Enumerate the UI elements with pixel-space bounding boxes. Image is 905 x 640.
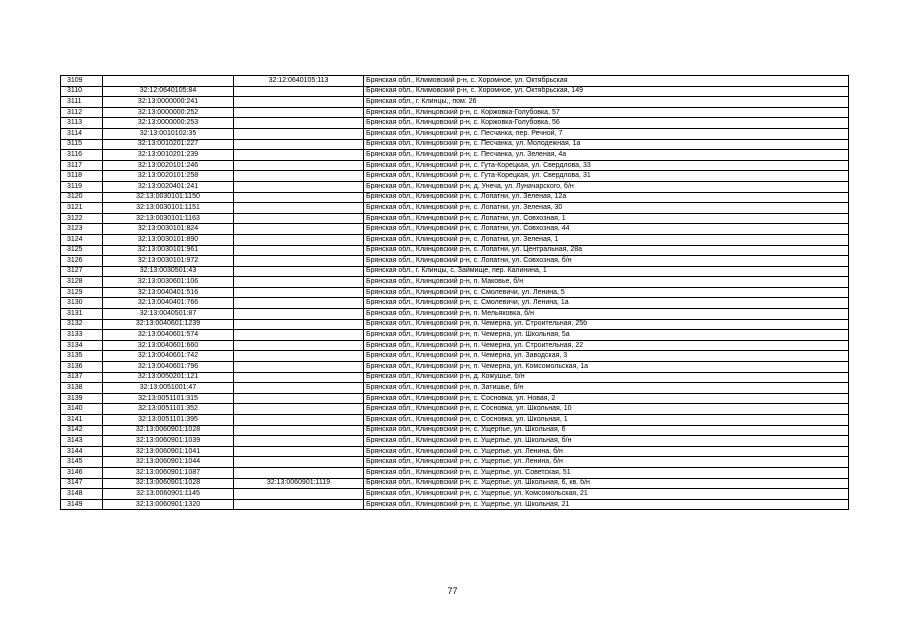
row-number-cell: 3111 <box>61 97 103 108</box>
address-cell: Брянская обл., Клинцовский р-н, с. Смолевичи, ул. Ленина, 1а <box>364 298 849 309</box>
address-cell: Брянская обл., Клинцовский р-н, с. Ущерпье, ул. Советская, 51 <box>364 467 849 478</box>
cadastral-number-cell: 32:13:0030501:43 <box>103 266 234 277</box>
cadastral-number-cell: 32:13:0051001:47 <box>103 383 234 394</box>
row-number-cell: 3132 <box>61 319 103 330</box>
address-cell: Брянская обл., г. Клинцы, с. Займище, пер. Калинина, 1 <box>364 266 849 277</box>
table-row <box>61 171 849 182</box>
address-cell: Брянская обл., Клинцовский р-н, с. Лопатни, ул. Зеленая, 12а <box>364 192 849 203</box>
cadastral-number-2-cell <box>234 287 364 298</box>
cadastral-number-cell <box>103 76 234 87</box>
row-number-cell: 3129 <box>61 287 103 298</box>
table-row <box>61 203 849 214</box>
cadastral-number-2-cell <box>234 319 364 330</box>
address-cell: Брянская обл., Клинцовский р-н, с. Ущерпье, ул. Школьная, б/н <box>364 436 849 447</box>
table-row <box>61 277 849 288</box>
table-row <box>61 362 849 373</box>
cadastral-number-2-cell <box>234 128 364 139</box>
property-table <box>60 75 849 510</box>
row-number-cell: 3112 <box>61 107 103 118</box>
cadastral-number-cell: 32:13:0020401:241 <box>103 181 234 192</box>
address-cell: Брянская обл., Клинцовский р-н, с. Смолевичи, ул. Ленина, 5 <box>364 287 849 298</box>
cadastral-number-2-cell <box>234 97 364 108</box>
table-row <box>61 393 849 404</box>
cadastral-number-2-cell <box>234 118 364 129</box>
cadastral-number-cell: 32:12:0640105:84 <box>103 86 234 97</box>
row-number-cell: 3138 <box>61 383 103 394</box>
row-number-cell: 3113 <box>61 118 103 129</box>
property-table-body <box>61 76 849 510</box>
row-number-cell: 3147 <box>61 478 103 489</box>
table-row <box>61 86 849 97</box>
address-cell: Брянская обл., Клинцовский р-н, с. Лопатни, ул. Совхозная, б/н <box>364 256 849 267</box>
address-cell: Брянская обл., г. Клинцы,, пом. 26 <box>364 97 849 108</box>
table-row <box>61 213 849 224</box>
address-cell: Брянская обл., Клинцовский р-н, с. Песчанка, ул. Молодежная, 1а <box>364 139 849 150</box>
address-cell: Брянская обл., Клинцовский р-н, с. Лопатни, ул. Зеленая, 1 <box>364 234 849 245</box>
cadastral-number-2-cell <box>234 234 364 245</box>
table-row <box>61 383 849 394</box>
table-row <box>61 436 849 447</box>
address-cell: Брянская обл., Клинцовский р-н, с. Лопатни, ул. Зеленая, 30 <box>364 203 849 214</box>
cadastral-number-cell: 32:13:0040501:87 <box>103 309 234 320</box>
address-cell: Брянская обл., Клинцовский р-н, с. Коржовка-Голубовка, 57 <box>364 107 849 118</box>
address-cell: Брянская обл., Клинцовский р-н, с. Гута-Корецкая, ул. Свердлова, 31 <box>364 171 849 182</box>
address-cell: Брянская обл., Клинцовский р-н, с. Коржовка-Голубовка, 56 <box>364 118 849 129</box>
address-cell: Брянская обл., Клинцовский р-н, с. Ущерпье, ул. Ленина, б/н <box>364 446 849 457</box>
cadastral-number-cell: 32:13:0060901:1041 <box>103 446 234 457</box>
cadastral-number-cell: 32:13:0051101:352 <box>103 404 234 415</box>
cadastral-number-cell: 32:13:0010102:35 <box>103 128 234 139</box>
cadastral-number-2-cell <box>234 245 364 256</box>
table-row <box>61 457 849 468</box>
cadastral-number-cell: 32:13:0060901:1028 <box>103 425 234 436</box>
table-row <box>61 415 849 426</box>
row-number-cell: 3134 <box>61 340 103 351</box>
address-cell: Брянская обл., Клинцовский р-н, с. Сосновка, ул. Школьная, 10 <box>364 404 849 415</box>
table-row <box>61 478 849 489</box>
address-cell: Брянская обл., Климовский р-н, с. Хоромное, ул. Октябрьская, 149 <box>364 86 849 97</box>
cadastral-number-2-cell <box>234 192 364 203</box>
cadastral-number-cell: 32:13:0030101:961 <box>103 245 234 256</box>
address-cell: Брянская обл., Клинцовский р-н, д. Унеча, ул. Луначарского, б/н <box>364 181 849 192</box>
row-number-cell: 3121 <box>61 203 103 214</box>
cadastral-number-2-cell <box>234 213 364 224</box>
row-number-cell: 3136 <box>61 362 103 373</box>
cadastral-number-cell: 32:13:0040601:660 <box>103 340 234 351</box>
row-number-cell: 3145 <box>61 457 103 468</box>
cadastral-number-cell: 32:13:0010201:239 <box>103 150 234 161</box>
address-cell: Брянская обл., Клинцовский р-н, с. Ущерпье, ул. Школьная, 21 <box>364 499 849 510</box>
cadastral-number-cell: 32:13:0040601:796 <box>103 362 234 373</box>
table-row <box>61 192 849 203</box>
cadastral-number-cell: 32:13:0040401:766 <box>103 298 234 309</box>
row-number-cell: 3119 <box>61 181 103 192</box>
table-row <box>61 309 849 320</box>
cadastral-number-cell: 32:13:0030101:972 <box>103 256 234 267</box>
cadastral-number-cell: 32:13:0000000:252 <box>103 107 234 118</box>
cadastral-number-cell: 32:13:0020101:258 <box>103 171 234 182</box>
cadastral-number-2-cell <box>234 404 364 415</box>
cadastral-number-cell: 32:13:0010201:227 <box>103 139 234 150</box>
table-row <box>61 128 849 139</box>
row-number-cell: 3127 <box>61 266 103 277</box>
cadastral-number-cell: 32:13:0020101:246 <box>103 160 234 171</box>
cadastral-number-cell: 32:13:0040601:574 <box>103 330 234 341</box>
table-row <box>61 181 849 192</box>
cadastral-number-2-cell <box>234 203 364 214</box>
table-row <box>61 446 849 457</box>
row-number-cell: 3142 <box>61 425 103 436</box>
table-row <box>61 489 849 500</box>
cadastral-number-cell: 32:13:0030101:1151 <box>103 203 234 214</box>
address-cell: Брянская обл., Клинцовский р-н, п. Чемерна, ул. Строительная, 25б <box>364 319 849 330</box>
table-row <box>61 287 849 298</box>
cadastral-number-2-cell <box>234 436 364 447</box>
address-cell: Брянская обл., Клинцовский р-н, п. Чемерна, ул. Заводская, 3 <box>364 351 849 362</box>
row-number-cell: 3115 <box>61 139 103 150</box>
table-row <box>61 139 849 150</box>
cadastral-number-2-cell <box>234 351 364 362</box>
table-row <box>61 160 849 171</box>
table-row <box>61 351 849 362</box>
table-row <box>61 234 849 245</box>
row-number-cell: 3116 <box>61 150 103 161</box>
cadastral-number-cell: 32:13:0030101:824 <box>103 224 234 235</box>
address-cell: Брянская обл., Клинцовский р-н, п. Чемерна, ул. Строительная, 22 <box>364 340 849 351</box>
address-cell: Брянская обл., Клинцовский р-н, с. Ущерпье, ул. Школьная, 6, кв. б/н <box>364 478 849 489</box>
row-number-cell: 3144 <box>61 446 103 457</box>
table-row <box>61 319 849 330</box>
cadastral-number-2-cell <box>234 467 364 478</box>
row-number-cell: 3109 <box>61 76 103 87</box>
cadastral-number-cell: 32:13:0060901:1039 <box>103 436 234 447</box>
table-row <box>61 97 849 108</box>
table-row <box>61 425 849 436</box>
cadastral-number-2-cell <box>234 425 364 436</box>
cadastral-number-2-cell <box>234 457 364 468</box>
cadastral-number-2-cell <box>234 107 364 118</box>
table-row <box>61 298 849 309</box>
address-cell: Брянская обл., Клинцовский р-н, п. Мельяковка, б/н <box>364 309 849 320</box>
row-number-cell: 3123 <box>61 224 103 235</box>
row-number-cell: 3130 <box>61 298 103 309</box>
row-number-cell: 3133 <box>61 330 103 341</box>
cadastral-number-2-cell <box>234 330 364 341</box>
row-number-cell: 3120 <box>61 192 103 203</box>
cadastral-number-cell: 32:13:0030601:106 <box>103 277 234 288</box>
cadastral-number-2-cell <box>234 393 364 404</box>
address-cell: Брянская обл., Климовский р-н, с. Хоромное, ул. Октябрьская <box>364 76 849 87</box>
row-number-cell: 3135 <box>61 351 103 362</box>
row-number-cell: 3110 <box>61 86 103 97</box>
page-number: 77 <box>447 586 458 596</box>
cadastral-number-cell: 32:13:0050201:121 <box>103 372 234 383</box>
row-number-cell: 3126 <box>61 256 103 267</box>
cadastral-number-2-cell: 32:12:0640105:113 <box>234 76 364 87</box>
cadastral-number-2-cell <box>234 150 364 161</box>
table-row <box>61 404 849 415</box>
table-row <box>61 266 849 277</box>
address-cell: Брянская обл., Клинцовский р-н, с. Песчанка, пер. Речной, 7 <box>364 128 849 139</box>
address-cell: Брянская обл., Клинцовский р-н, с. Гута-Корецкая, ул. Свердлова, 33 <box>364 160 849 171</box>
row-number-cell: 3141 <box>61 415 103 426</box>
row-number-cell: 3146 <box>61 467 103 478</box>
address-cell: Брянская обл., Клинцовский р-н, с. Лопатни, ул. Центральная, 28а <box>364 245 849 256</box>
row-number-cell: 3148 <box>61 489 103 500</box>
address-cell: Брянская обл., Клинцовский р-н, п. Затишье, б/н <box>364 383 849 394</box>
cadastral-number-2-cell <box>234 160 364 171</box>
row-number-cell: 3122 <box>61 213 103 224</box>
address-cell: Брянская обл., Клинцовский р-н, с. Ущерпье, ул. Школьная, 6 <box>364 425 849 436</box>
row-number-cell: 3131 <box>61 309 103 320</box>
table-row <box>61 467 849 478</box>
table-row <box>61 118 849 129</box>
row-number-cell: 3125 <box>61 245 103 256</box>
row-number-cell: 3124 <box>61 234 103 245</box>
cadastral-number-2-cell <box>234 181 364 192</box>
cadastral-number-cell: 32:13:0000000:253 <box>103 118 234 129</box>
cadastral-number-cell: 32:13:0060901:1320 <box>103 499 234 510</box>
cadastral-number-cell: 32:13:0030101:890 <box>103 234 234 245</box>
cadastral-number-2-cell <box>234 298 364 309</box>
cadastral-number-2-cell <box>234 372 364 383</box>
address-cell: Брянская обл., Клинцовский р-н, с. Лопатни, ул. Совхозная, 1 <box>364 213 849 224</box>
table-row <box>61 330 849 341</box>
cadastral-number-cell: 32:13:0030101:1150 <box>103 192 234 203</box>
row-number-cell: 3143 <box>61 436 103 447</box>
cadastral-number-2-cell: 32:13:0060901:1119 <box>234 478 364 489</box>
row-number-cell: 3149 <box>61 499 103 510</box>
cadastral-number-cell: 32:13:0060901:1044 <box>103 457 234 468</box>
cadastral-number-2-cell <box>234 489 364 500</box>
address-cell: Брянская обл., Клинцовский р-н, п. Чемерна, ул. Комсомольская, 1а <box>364 362 849 373</box>
cadastral-number-2-cell <box>234 309 364 320</box>
cadastral-number-cell: 32:13:0060901:1087 <box>103 467 234 478</box>
cadastral-number-2-cell <box>234 171 364 182</box>
row-number-cell: 3118 <box>61 171 103 182</box>
table-row <box>61 245 849 256</box>
cadastral-number-cell: 32:13:0060901:1028 <box>103 478 234 489</box>
address-cell: Брянская обл., Клинцовский р-н, с. Ущерпье, ул. Комсомольская, 21 <box>364 489 849 500</box>
cadastral-number-2-cell <box>234 446 364 457</box>
row-number-cell: 3139 <box>61 393 103 404</box>
cadastral-number-2-cell <box>234 362 364 373</box>
address-cell: Брянская обл., Клинцовский р-н, д. Кожушье, б/н <box>364 372 849 383</box>
table-row <box>61 340 849 351</box>
table-row <box>61 256 849 267</box>
address-cell: Брянская обл., Клинцовский р-н, с. Лопатни, ул. Совхозная, 44 <box>364 224 849 235</box>
cadastral-number-2-cell <box>234 383 364 394</box>
cadastral-number-2-cell <box>234 499 364 510</box>
cadastral-number-cell: 32:13:0051101:395 <box>103 415 234 426</box>
cadastral-number-2-cell <box>234 86 364 97</box>
address-cell: Брянская обл., Клинцовский р-н, п. Чемерна, ул. Школьная, 5а <box>364 330 849 341</box>
cadastral-number-2-cell <box>234 340 364 351</box>
row-number-cell: 3117 <box>61 160 103 171</box>
row-number-cell: 3140 <box>61 404 103 415</box>
cadastral-number-2-cell <box>234 415 364 426</box>
address-cell: Брянская обл., Клинцовский р-н, с. Ущерпье, ул. Ленина, б/н <box>364 457 849 468</box>
cadastral-number-2-cell <box>234 224 364 235</box>
cadastral-number-cell: 32:13:0030101:1163 <box>103 213 234 224</box>
address-cell: Брянская обл., Клинцовский р-н, п. Маковье, б/н <box>364 277 849 288</box>
table-row <box>61 150 849 161</box>
table-row <box>61 107 849 118</box>
table-row <box>61 499 849 510</box>
table-row <box>61 372 849 383</box>
cadastral-number-cell: 32:13:0040601:1239 <box>103 319 234 330</box>
cadastral-number-2-cell <box>234 266 364 277</box>
address-cell: Брянская обл., Клинцовский р-н, с. Песчанка, ул. Зеленая, 4а <box>364 150 849 161</box>
cadastral-number-cell: 32:13:0000000:241 <box>103 97 234 108</box>
cadastral-number-2-cell <box>234 256 364 267</box>
table-row <box>61 76 849 87</box>
cadastral-number-cell: 32:13:0051101:315 <box>103 393 234 404</box>
cadastral-number-2-cell <box>234 139 364 150</box>
row-number-cell: 3114 <box>61 128 103 139</box>
cadastral-number-cell: 32:13:0040601:742 <box>103 351 234 362</box>
cadastral-number-cell: 32:13:0060901:1145 <box>103 489 234 500</box>
cadastral-number-2-cell <box>234 277 364 288</box>
address-cell: Брянская обл., Клинцовский р-н, с. Сосновка, ул. Школьная, 1 <box>364 415 849 426</box>
address-cell: Брянская обл., Клинцовский р-н, с. Сосновка, ул. Новая, 2 <box>364 393 849 404</box>
cadastral-number-cell: 32:13:0040401:516 <box>103 287 234 298</box>
row-number-cell: 3137 <box>61 372 103 383</box>
table-row <box>61 224 849 235</box>
row-number-cell: 3128 <box>61 277 103 288</box>
